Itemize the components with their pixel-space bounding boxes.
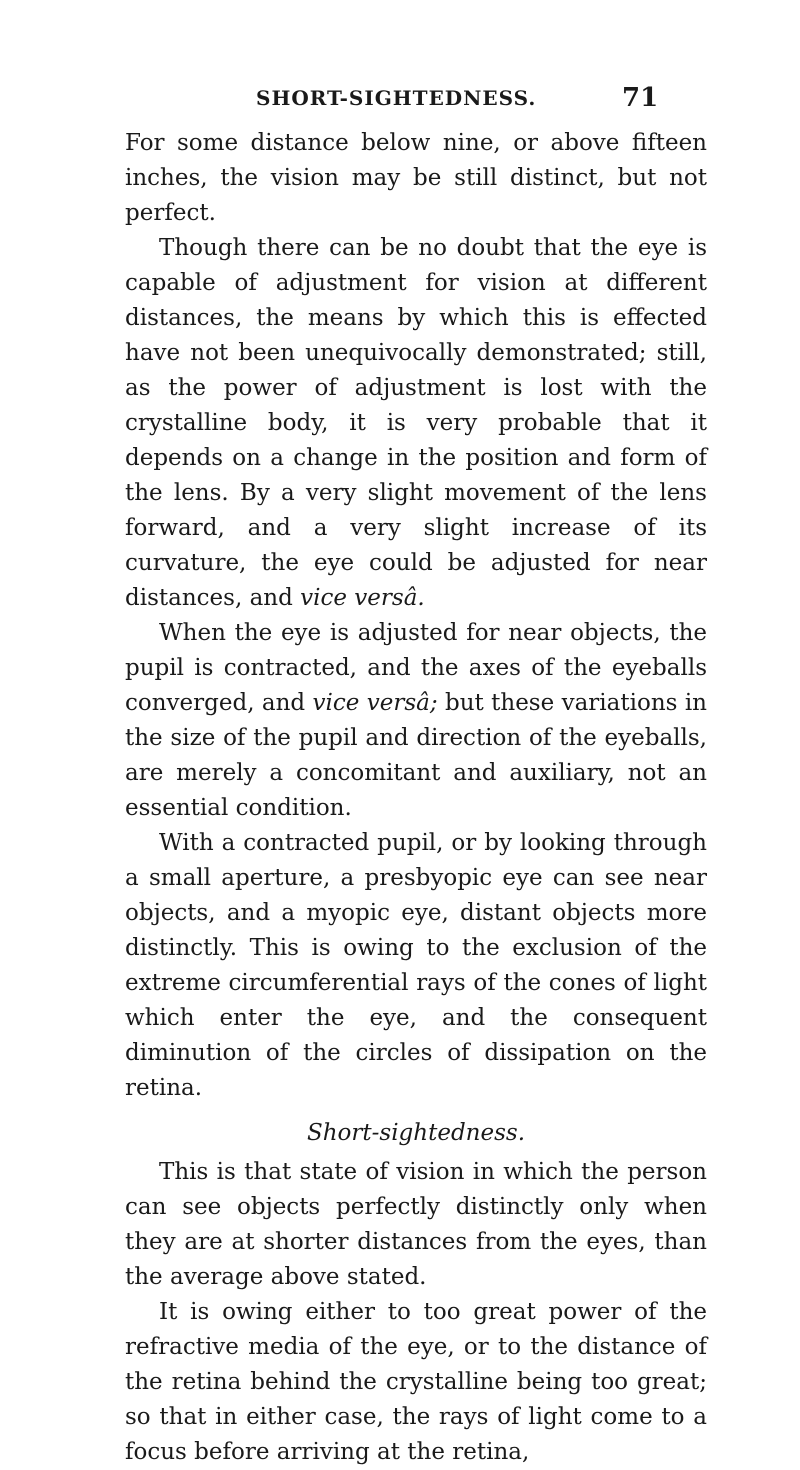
paragraph-4 [125,826,707,1106]
paragraph-2-italic: vice versâ. [300,585,425,611]
page-number: 71 [622,83,659,113]
paragraph-3 [125,616,707,826]
body-text [125,126,707,1470]
paragraph-2-text: Though there can be no doubt that the eye is capable of adjustment for vision at different distances, the means by which this is effected have not been unequivocally demonstrated; still, as the power of adjustment is lost with the crystalline body, it is very probable that it depends on a change in the position and form of the lens. By a very slight movement of the lens forward, and a very slight increase of its curvature, the eye could be adjusted for near distances, and [125,235,707,611]
section-heading: Short-sightedness. [306,1120,526,1146]
paragraph-2 [125,231,707,616]
paragraph-1 [125,126,707,231]
paragraph-3-text-start: When the eye is adjusted for near objects, the pupil is contracted, and the axes of the eyeballs converged, and [125,620,707,716]
paragraph-3-italic: vice versâ; [312,690,438,716]
running-head: SHORT-SIGHTEDNESS. [256,86,537,110]
paragraph-6 [125,1295,707,1470]
paragraph-5 [125,1155,707,1295]
page-header [0,82,800,114]
paragraph-4-text: With a contracted pupil, or by looking through a small aperture, a presbyopic eye can see near objects, and a myopic eye, distant objects more distinctly. This is owing to the exclusion of the extreme circumferential rays of the cones of light which enter the eye, and the consequent diminution of the circles of dissipation on the retina. [125,830,707,1101]
paragraph-6-text: It is owing either to too great power of the refractive media of the eye, or to the distance of the retina behind the crystalline being too great; so that in either case, the rays of light come to a focus before arriving at the retina, [125,1299,707,1465]
paragraph-1-text: For some distance below nine, or above fifteen inches, the vision may be still distinct, but not perfect. [125,130,707,226]
paragraph-5-text: This is that state of vision in which the person can see objects perfectly distinctly only when they are at shorter distances from the eyes, than the average above stated. [125,1159,707,1290]
paragraph-3-text-end: but these variations in the size of the pupil and direction of the eyeballs, are merely a concomitant and auxiliary, not an essential condition. [125,690,707,821]
